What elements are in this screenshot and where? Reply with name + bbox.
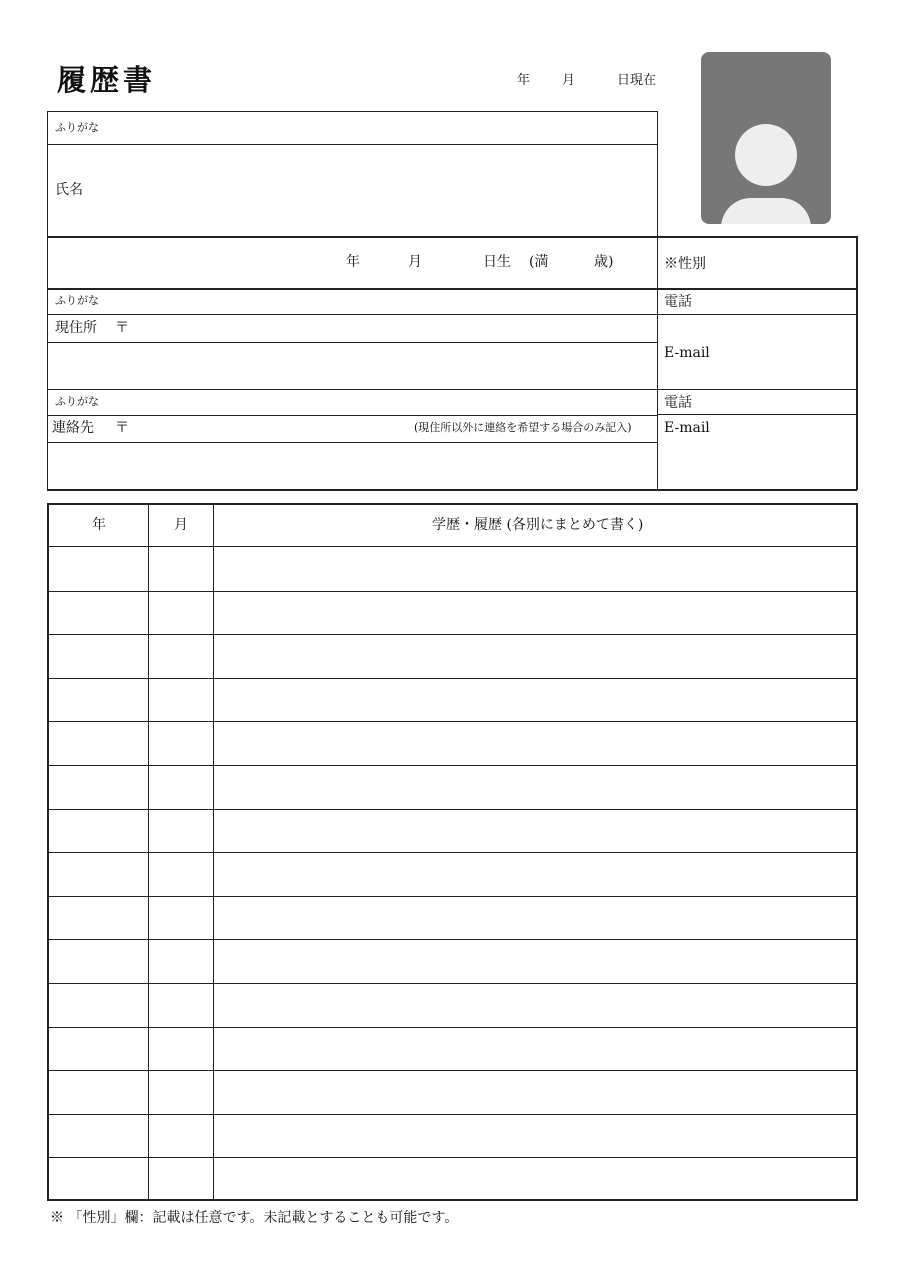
history-header-year: 年 (92, 517, 106, 533)
history-year-cell[interactable] (49, 897, 148, 939)
birth-month-label: 月 (408, 254, 422, 270)
history-content-cell[interactable] (214, 679, 854, 721)
history-month-cell[interactable] (149, 548, 213, 590)
history-content-cell[interactable] (214, 1071, 854, 1113)
history-content-cell[interactable] (214, 592, 854, 634)
table-row (49, 548, 855, 590)
history-content-cell[interactable] (214, 1115, 854, 1157)
history-content-cell[interactable] (214, 1028, 854, 1070)
history-content-cell[interactable] (214, 548, 854, 590)
table-row (49, 1115, 855, 1157)
avatar-head-icon (735, 124, 797, 186)
name-furigana-label: ふりがな (55, 121, 99, 134)
gender-label: ※性別 (664, 256, 706, 272)
contact-field[interactable] (52, 446, 652, 486)
history-month-cell[interactable] (149, 592, 213, 634)
name-furigana-field[interactable] (110, 114, 650, 142)
history-content-cell[interactable] (214, 766, 854, 808)
contact-label: 連絡先 (52, 420, 94, 436)
address-phone-label: 電話 (664, 294, 692, 310)
history-month-cell[interactable] (149, 1115, 213, 1157)
history-content-cell[interactable] (214, 1158, 854, 1200)
history-year-cell[interactable] (49, 984, 148, 1026)
address-field[interactable] (52, 346, 652, 386)
history-year-cell[interactable] (49, 1158, 148, 1200)
history-month-cell[interactable] (149, 1071, 213, 1113)
address-furigana-label: ふりがな (55, 294, 99, 307)
table-row (49, 635, 855, 677)
history-month-cell[interactable] (149, 853, 213, 895)
history-year-cell[interactable] (49, 1115, 148, 1157)
birth-day-label: 日生 (483, 254, 511, 270)
history-content-cell[interactable] (214, 853, 854, 895)
history-year-cell[interactable] (49, 635, 148, 677)
table-row (49, 984, 855, 1026)
history-year-cell[interactable] (49, 810, 148, 852)
table-row (49, 1071, 855, 1113)
address-postal-mark: 〒 (115, 320, 129, 336)
table-row (49, 810, 855, 852)
date-day-current-label: 日現在 (617, 73, 657, 88)
photo-placeholder[interactable] (701, 52, 831, 224)
contact-email-label: E-mail (664, 420, 710, 436)
table-row (49, 679, 855, 721)
history-content-cell[interactable] (214, 810, 854, 852)
table-row (49, 940, 855, 982)
history-month-cell[interactable] (149, 810, 213, 852)
history-year-cell[interactable] (49, 1071, 148, 1113)
history-month-cell[interactable] (149, 722, 213, 764)
date-month-label: 月 (562, 73, 576, 88)
history-month-cell[interactable] (149, 897, 213, 939)
history-content-cell[interactable] (214, 635, 854, 677)
history-month-cell[interactable] (149, 940, 213, 982)
history-year-cell[interactable] (49, 592, 148, 634)
history-year-cell[interactable] (49, 1028, 148, 1070)
name-field[interactable] (100, 150, 650, 230)
history-header-month: 月 (174, 517, 188, 533)
history-month-cell[interactable] (149, 1158, 213, 1200)
age-open-label: (満 (529, 254, 549, 270)
history-year-cell[interactable] (49, 940, 148, 982)
table-row (49, 722, 855, 764)
table-row (49, 1028, 855, 1070)
document-title: 履歴書 (57, 63, 157, 97)
history-year-cell[interactable] (49, 766, 148, 808)
contact-phone-label: 電話 (664, 395, 692, 411)
footnote: ※ 「性別」欄：記載は任意です。未記載とすることも可能です。 (50, 1210, 459, 1226)
history-content-cell[interactable] (214, 940, 854, 982)
history-header-content: 学歴・履歴 (各別にまとめて書く) (432, 517, 644, 533)
contact-postal-mark: 〒 (115, 420, 129, 436)
table-row (49, 1158, 855, 1200)
table-row (49, 766, 855, 808)
history-year-cell[interactable] (49, 679, 148, 721)
birth-year-label: 年 (346, 254, 360, 270)
table-row (49, 592, 855, 634)
address-email-label: E-mail (664, 345, 710, 361)
history-year-cell[interactable] (49, 853, 148, 895)
history-content-cell[interactable] (214, 722, 854, 764)
table-row (49, 853, 855, 895)
history-content-cell[interactable] (214, 984, 854, 1026)
address-label: 現住所 (55, 320, 97, 336)
history-year-cell[interactable] (49, 722, 148, 764)
history-month-cell[interactable] (149, 635, 213, 677)
history-month-cell[interactable] (149, 679, 213, 721)
history-month-cell[interactable] (149, 984, 213, 1026)
history-month-cell[interactable] (149, 766, 213, 808)
avatar-body-icon (721, 198, 811, 224)
history-content-cell[interactable] (214, 897, 854, 939)
name-label: 氏名 (55, 182, 83, 198)
table-row (49, 897, 855, 939)
contact-furigana-label: ふりがな (55, 395, 99, 408)
contact-note: (現住所以外に連絡を希望する場合のみ記入) (414, 421, 632, 434)
date-year-label: 年 (517, 73, 531, 88)
history-year-cell[interactable] (49, 548, 148, 590)
address-postal-field[interactable] (135, 316, 650, 340)
age-close-label: 歳) (594, 254, 614, 270)
history-month-cell[interactable] (149, 1028, 213, 1070)
